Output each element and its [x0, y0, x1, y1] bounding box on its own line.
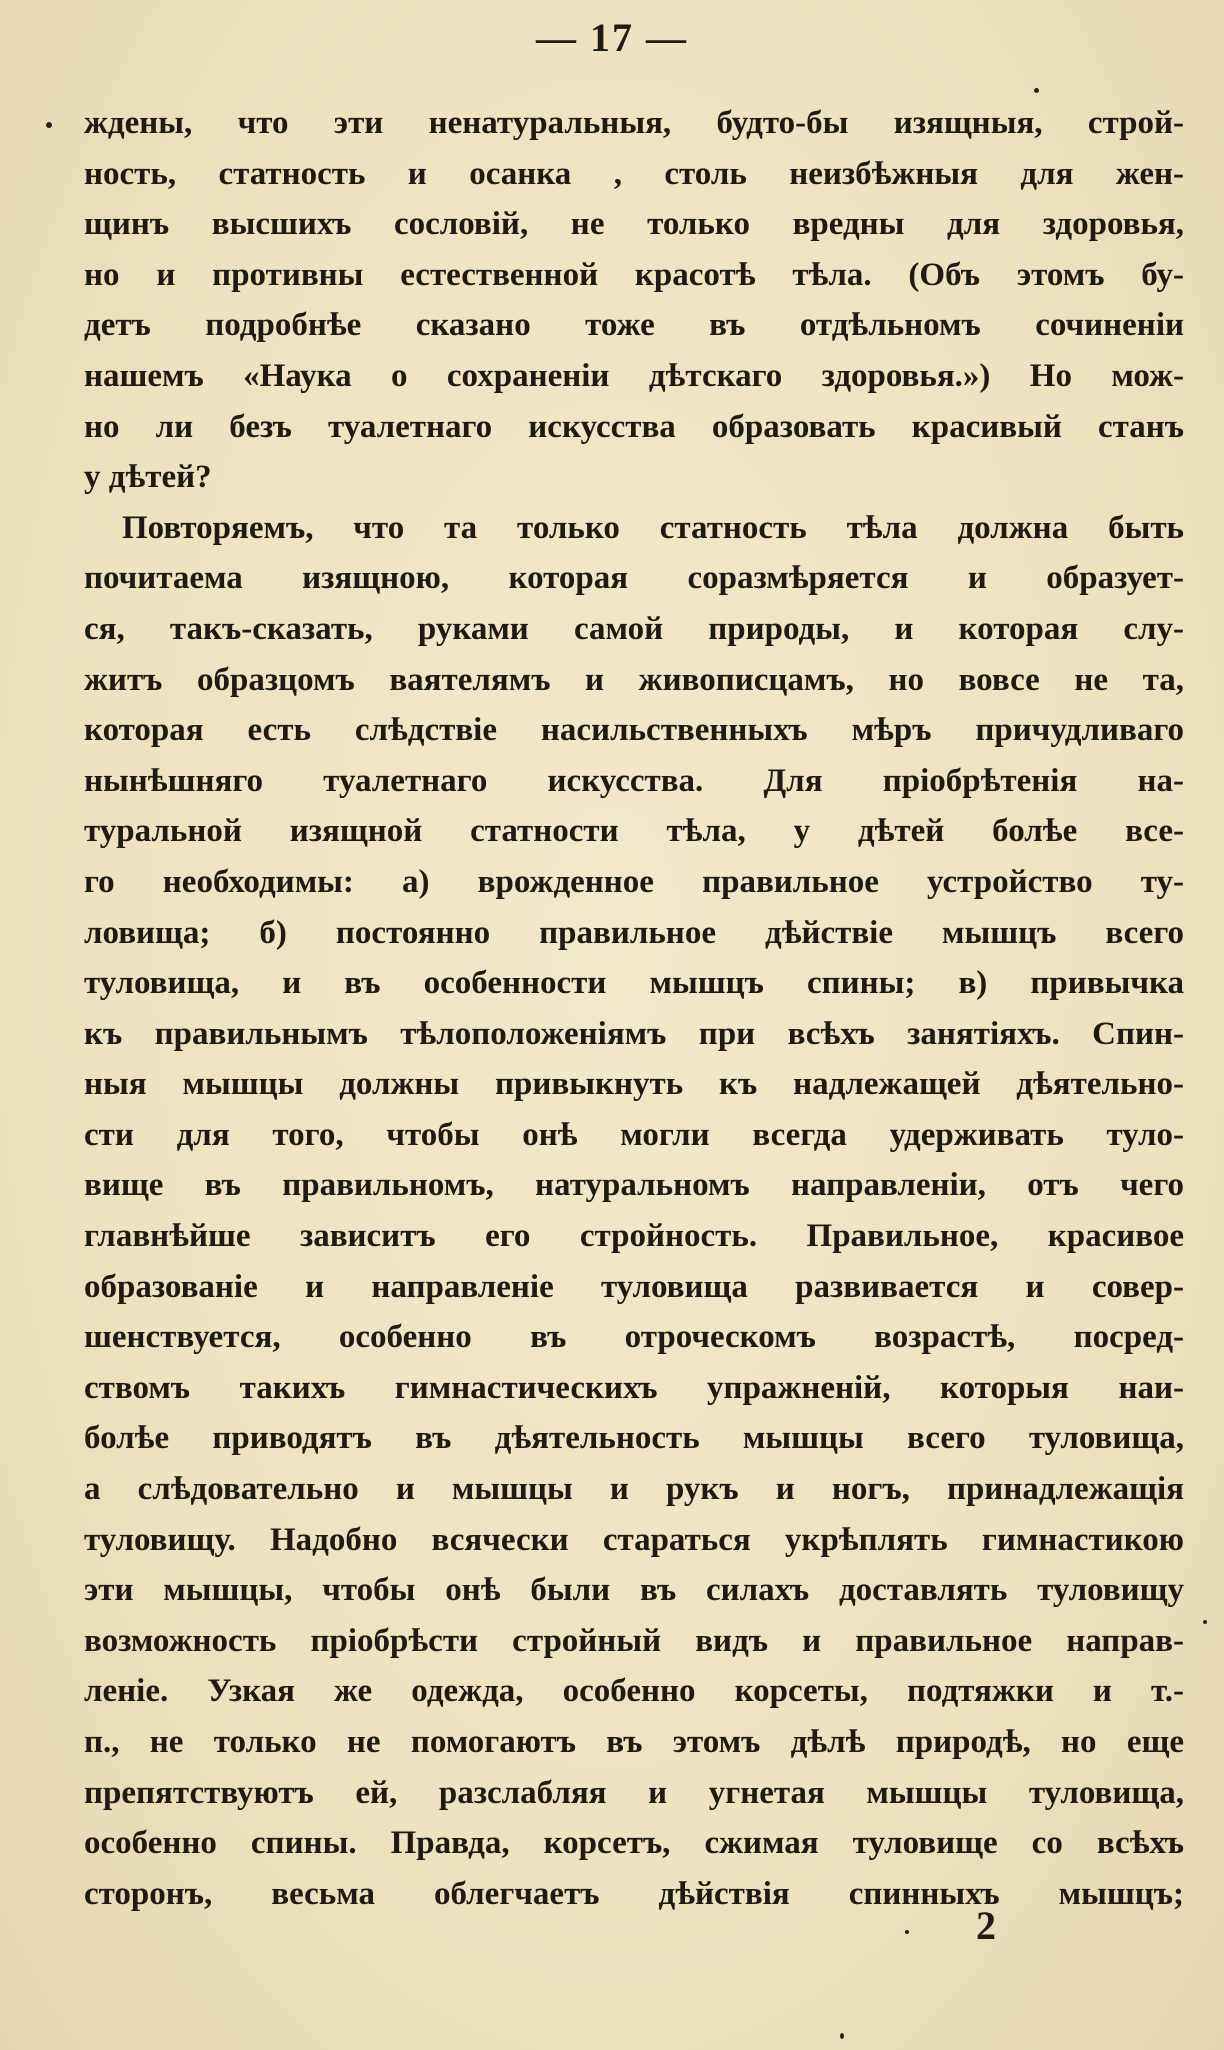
text-line: почитаема изящною, которая соразмѣряется и образует-	[84, 560, 1184, 597]
text-line: вище въ правильномъ, натуральномъ направленіи, отъ чего	[84, 1167, 1184, 1204]
text-line: п., не только не помогаютъ въ этомъ дѣлѣ природѣ, но еще	[84, 1724, 1184, 1760]
text-line: но ли безъ туалетнаго искусства образовать красивый станъ	[84, 408, 1184, 445]
text-line: туловищу. Надобно всячески стараться укрѣплять гимнастикою	[84, 1521, 1184, 1558]
ink-speck	[46, 122, 52, 128]
text-line: ность, статность и осанка , столь неизбѣжныя для жен-	[84, 155, 1184, 192]
text-line: нынѣшняго туалетнаго искусства. Для пріобрѣтенія на-	[84, 762, 1184, 799]
text-line: ловища; б) постоянно правильное дѣйствіе мышцъ всего	[84, 914, 1184, 951]
text-line: шенствуется, особенно въ отроческомъ возрастѣ, посред-	[84, 1319, 1184, 1356]
text-line: щинъ высшихъ сословій, не только вредны для здоровья,	[84, 206, 1184, 243]
text-line: особенно спины. Правда, корсетъ, сжимая туловище со всѣхъ	[84, 1825, 1184, 1862]
text-line: туральной изящной статности тѣла, у дѣтей болѣе все-	[84, 813, 1184, 850]
ink-speck	[1203, 1620, 1207, 1624]
text-line: а слѣдовательно и мышцы и рукъ и ногъ, принадлежащія	[84, 1471, 1184, 1508]
text-line: ждены, что эти ненатуральныя, будто-бы изящныя, строй-	[84, 105, 1184, 141]
text-line: эти мышцы, чтобы онѣ были въ силахъ доставлять туловищу	[84, 1572, 1184, 1609]
ink-speck	[905, 1930, 909, 1934]
text-line: туловища, и въ особенности мышцъ спины; в) привычка	[84, 965, 1184, 1002]
ink-speck	[1034, 88, 1039, 93]
text-line: болѣе приводятъ въ дѣятельность мышцы всего туловища,	[84, 1420, 1184, 1457]
text-line: которая есть слѣдствіе насильственныхъ мѣръ причудливаго	[84, 712, 1184, 749]
text-line: леніе. Узкая же одежда, особенно корсеты, подтяжки и т.-	[84, 1673, 1184, 1710]
text-line: главнѣйше зависитъ его стройность. Правильное, красивое	[84, 1218, 1184, 1255]
text-line: детъ подробнѣе сказано тоже въ отдѣльномъ сочиненіи	[84, 307, 1184, 344]
text-line: ся, такъ-сказать, руками самой природы, и которая слу-	[84, 610, 1184, 647]
text-line: го необходимы: а) врожденное правильное устройство ту-	[84, 863, 1184, 900]
text-line: житъ образцомъ ваятелямъ и живописцамъ, но вовсе не та,	[84, 661, 1184, 698]
text-line: ствомъ такихъ гимнастическихъ упражненій, которыя наи-	[84, 1369, 1184, 1406]
text-line: препятствуютъ ей, разслабляя и угнетая мышцы туловища,	[84, 1774, 1184, 1811]
ink-speck	[840, 2033, 844, 2039]
text-line: къ правильнымъ тѣлоположеніямъ при всѣхъ занятіяхъ. Спин-	[84, 1015, 1184, 1052]
text-line: сти для того, чтобы онѣ могли всегда удерживать туло-	[84, 1116, 1184, 1153]
text-line: но и противны естественной красотѣ тѣла. (Объ этомъ бу-	[84, 256, 1184, 293]
text-line: ныя мышцы должны привыкнуть къ надлежащей дѣятельно-	[84, 1066, 1184, 1103]
text-line: нашемъ «Наука о сохраненіи дѣтскаго здоровья.») Но мож-	[84, 357, 1184, 394]
text-line: возможность пріобрѣсти стройный видъ и правильное направ-	[84, 1622, 1184, 1659]
paragraph-first-line: Повторяемъ, что та только статность тѣла должна быть	[122, 509, 1184, 546]
text-line: образованіе и направленіе туловища развивается и совер-	[84, 1268, 1184, 1305]
page-body-text	[84, 98, 1184, 1919]
page-number: — 17 —	[536, 15, 688, 60]
text-line: сторонъ, весьма облегчаетъ дѣйствія спинныхъ мышцъ;	[84, 1875, 1184, 1912]
text-line: у дѣтей?	[84, 459, 212, 496]
signature-mark: 2	[976, 1903, 996, 1948]
